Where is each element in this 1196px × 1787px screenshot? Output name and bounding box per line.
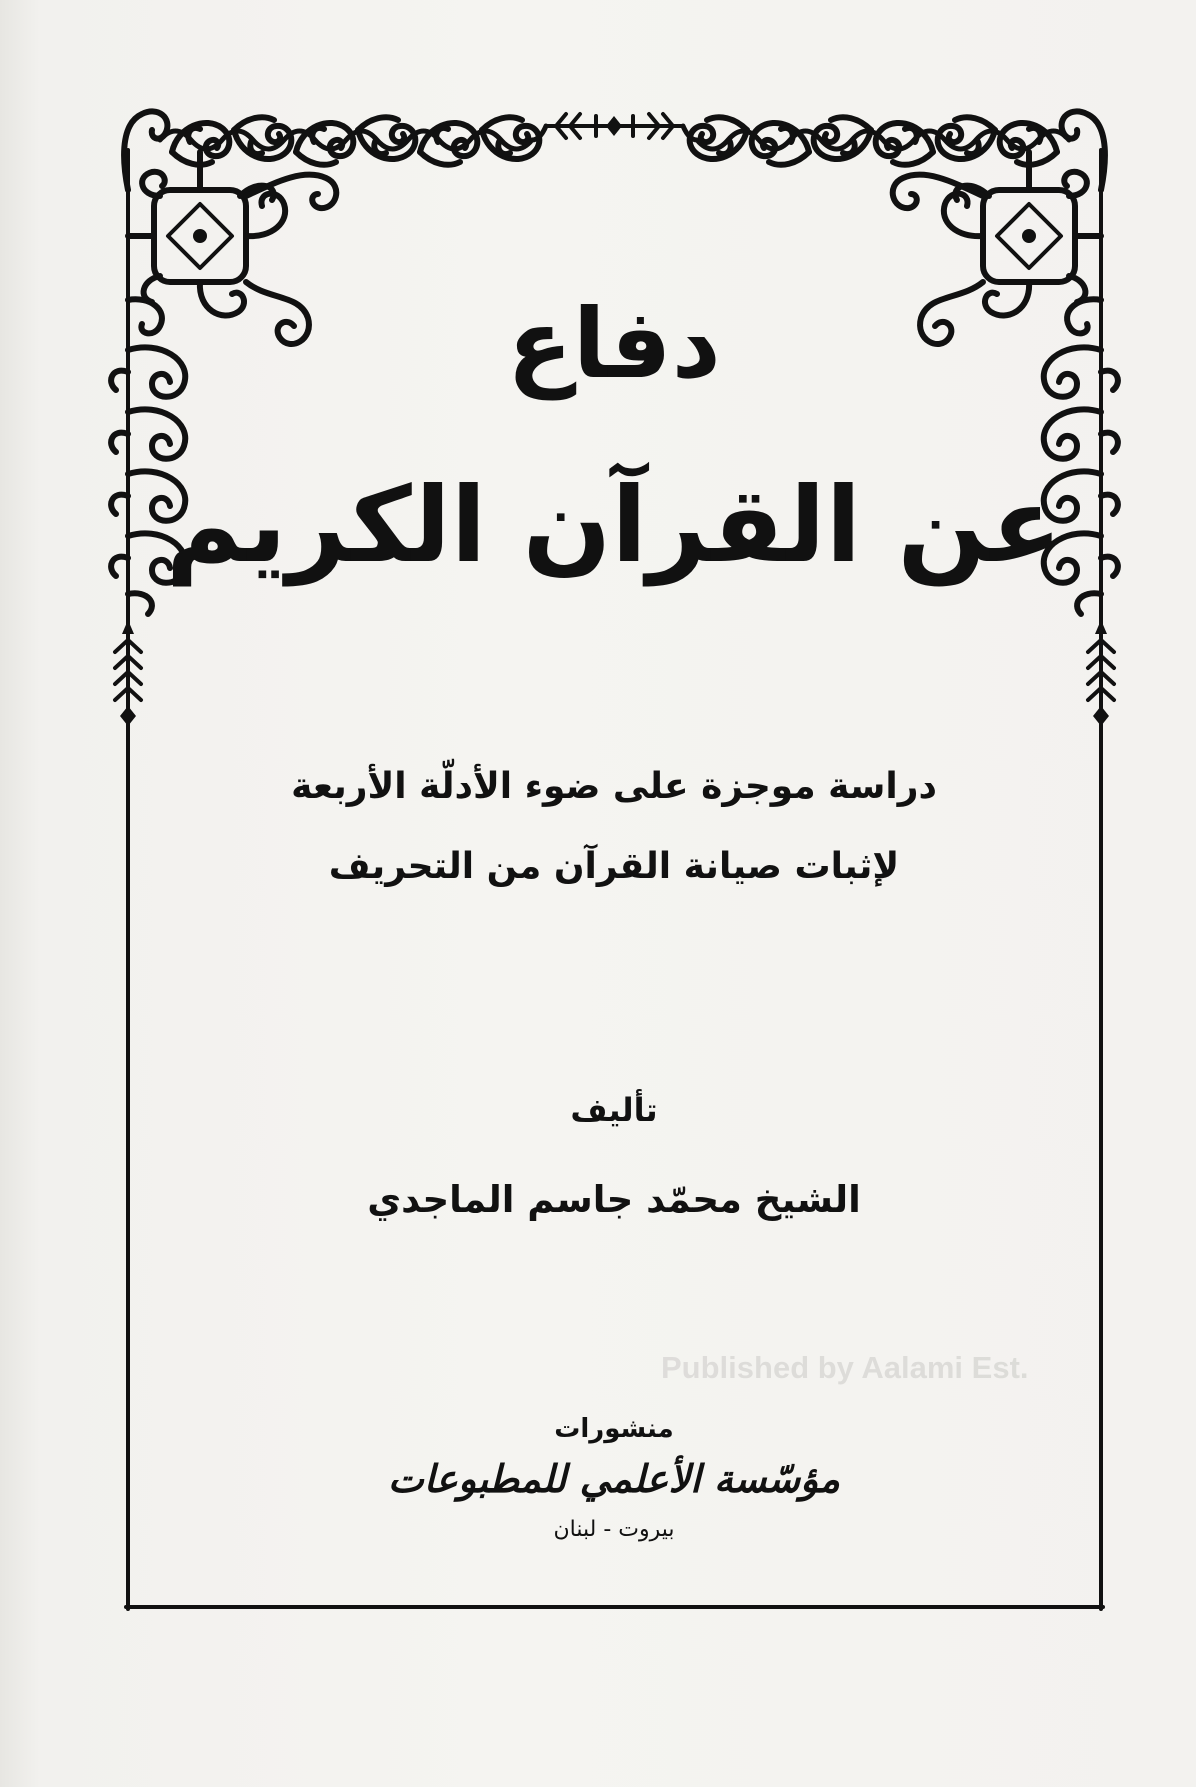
- publisher-name: مؤسّسة الأعلمي للمطبوعات: [387, 1457, 841, 1501]
- finial-tip: [122, 620, 134, 634]
- center-diamond: [606, 116, 622, 136]
- center-arrow-ornament: [546, 114, 683, 138]
- side-scroll-ornament: [111, 409, 185, 458]
- publisher-location: بيروت - لبنان: [553, 1517, 675, 1542]
- top-scroll-ornament: [234, 117, 291, 159]
- top-scroll-ornament: [358, 117, 415, 159]
- subtitle-line-1: دراسة موجزة على ضوء الأدلّة الأربعة: [291, 766, 937, 807]
- authorship-label: تأليف: [570, 1091, 658, 1129]
- top-scroll-ornament: [296, 123, 353, 165]
- knot-curl: [246, 194, 285, 237]
- publisher-label: منشورات: [554, 1414, 674, 1444]
- top-scroll-ornament: [420, 123, 477, 165]
- book-title-line-1: دفاع: [507, 288, 721, 400]
- knot-center-dot: [193, 229, 207, 243]
- book-title-line-2: عن القرآن الكريم: [165, 464, 1063, 586]
- subtitle-line-2: لإثبات صيانة القرآن من التحريف: [328, 846, 900, 887]
- top-scroll-ornament: [482, 117, 539, 159]
- author-name: الشيخ محمّد جاسم الماجدي: [367, 1178, 861, 1221]
- side-band-terminal: [128, 593, 152, 614]
- finial-diamond: [120, 706, 136, 726]
- show-through-text: Published by Aalami Est.: [661, 1350, 1029, 1385]
